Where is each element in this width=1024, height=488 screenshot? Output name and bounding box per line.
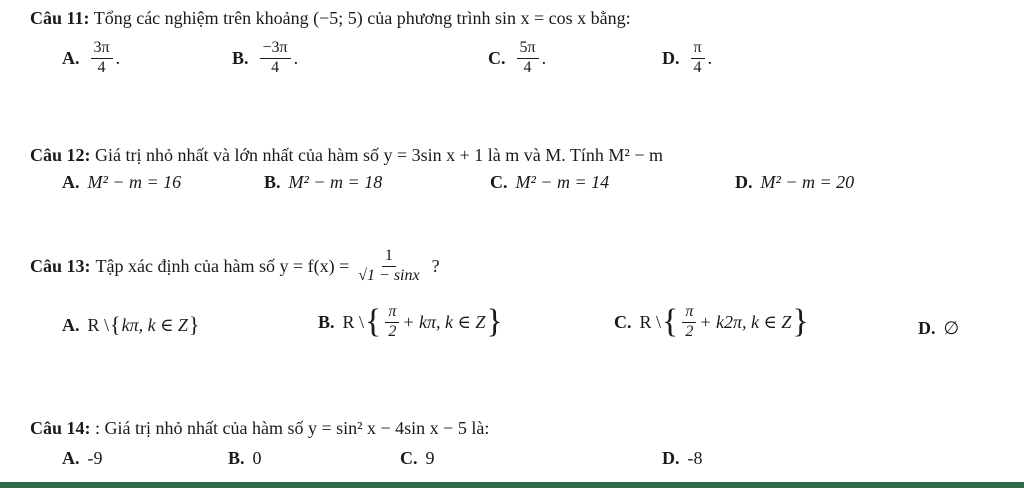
- fraction: $\frac{\pi}{4}$: [691, 40, 705, 77]
- option-label: C.: [488, 47, 506, 68]
- option-label: D.: [662, 448, 680, 468]
- set-tail: + k2π, k ∈ Z: [699, 311, 792, 332]
- q13-option-a[interactable]: [62, 314, 200, 336]
- fraction: $\frac{\pi}{2}$: [682, 304, 696, 341]
- q11-option-a[interactable]: [62, 40, 120, 77]
- right-brace: }: [486, 303, 503, 341]
- left-brace: {: [662, 303, 679, 341]
- option-tail: .: [707, 47, 713, 68]
- q14-option-d[interactable]: [662, 448, 703, 469]
- option-text: M² − m = 16: [87, 172, 182, 192]
- question-13: [30, 248, 440, 285]
- option-label: A.: [62, 172, 80, 192]
- question-label: Câu 12:: [30, 145, 91, 165]
- option-label: A.: [62, 47, 80, 68]
- option-text: 9: [425, 448, 435, 468]
- left-brace: {: [110, 312, 121, 337]
- q14-option-c[interactable]: [400, 448, 435, 469]
- q11-option-d[interactable]: [662, 40, 712, 77]
- q12-option-a[interactable]: [62, 172, 181, 193]
- q11-option-c[interactable]: [488, 40, 546, 77]
- set-body: kπ, k ∈ Z: [121, 314, 188, 335]
- question-label: Câu 11:: [30, 8, 90, 28]
- option-text: M² − m = 14: [515, 172, 610, 192]
- left-brace: {: [365, 303, 382, 341]
- option-tail: .: [293, 47, 299, 68]
- option-tail: .: [541, 47, 547, 68]
- option-label: B.: [228, 448, 245, 468]
- fraction: $\frac{3\pi}{4}$: [91, 40, 113, 77]
- option-label: D.: [735, 172, 753, 192]
- option-label: A.: [62, 448, 80, 468]
- bottom-divider-bar: [0, 482, 1024, 488]
- question-text: Giá trị nhỏ nhất và lớn nhất của hàm số y = 3sin x + 1 là m và M. Tính M² − m: [95, 145, 663, 165]
- set-tail: + kπ, k ∈ Z: [402, 311, 486, 332]
- q13-option-b[interactable]: [318, 304, 504, 341]
- option-label: B.: [318, 311, 335, 332]
- option-label: A.: [62, 314, 80, 335]
- option-text: M² − m = 18: [288, 172, 383, 192]
- set-prefix: R \: [87, 314, 110, 335]
- question-12: [30, 145, 663, 166]
- q12-option-c[interactable]: [490, 172, 609, 193]
- empty-set-symbol: ∅: [943, 318, 960, 338]
- option-label: D.: [918, 318, 936, 338]
- fraction: $\frac{1}{√1 - \sin x}$: [358, 247, 420, 284]
- question-14: [30, 418, 489, 439]
- q13-option-d[interactable]: [918, 318, 959, 339]
- question-mark: ?: [431, 255, 440, 276]
- option-label: C.: [614, 311, 632, 332]
- q13-option-c[interactable]: [614, 304, 810, 341]
- option-label: B.: [232, 47, 249, 68]
- q14-option-b[interactable]: [228, 448, 262, 469]
- option-label: C.: [400, 448, 418, 468]
- q14-option-a[interactable]: [62, 448, 103, 469]
- option-tail: .: [115, 47, 121, 68]
- option-label: D.: [662, 47, 680, 68]
- question-text: Tập xác định của hàm số y = f(x) =: [95, 255, 350, 276]
- right-brace: }: [792, 303, 809, 341]
- option-text: 0: [252, 448, 262, 468]
- q11-option-b[interactable]: [232, 40, 298, 77]
- set-prefix: R \: [342, 311, 365, 332]
- fraction: $\frac{\pi}{2}$: [385, 304, 399, 341]
- q12-option-b[interactable]: [264, 172, 382, 193]
- question-text: : Giá trị nhỏ nhất của hàm số y = sin² x − 4sin x − 5 là:: [95, 418, 490, 438]
- option-text: -8: [687, 448, 703, 468]
- question-text: Tổng các nghiệm trên khoảng (−5; 5) của phương trình sin x = cos x bằng:: [93, 8, 631, 28]
- question-label: Câu 14:: [30, 418, 91, 438]
- option-text: M² − m = 20: [760, 172, 855, 192]
- option-text: -9: [87, 448, 103, 468]
- right-brace: }: [188, 312, 200, 337]
- option-label: C.: [490, 172, 508, 192]
- q12-option-d[interactable]: [735, 172, 854, 193]
- fraction: $\frac{5\pi}{4}$: [517, 40, 539, 77]
- fraction: $\frac{-3\pi}{4}$: [260, 40, 291, 77]
- question-11: [30, 8, 631, 29]
- option-label: B.: [264, 172, 281, 192]
- set-prefix: R \: [639, 311, 662, 332]
- question-label: Câu 13:: [30, 255, 91, 276]
